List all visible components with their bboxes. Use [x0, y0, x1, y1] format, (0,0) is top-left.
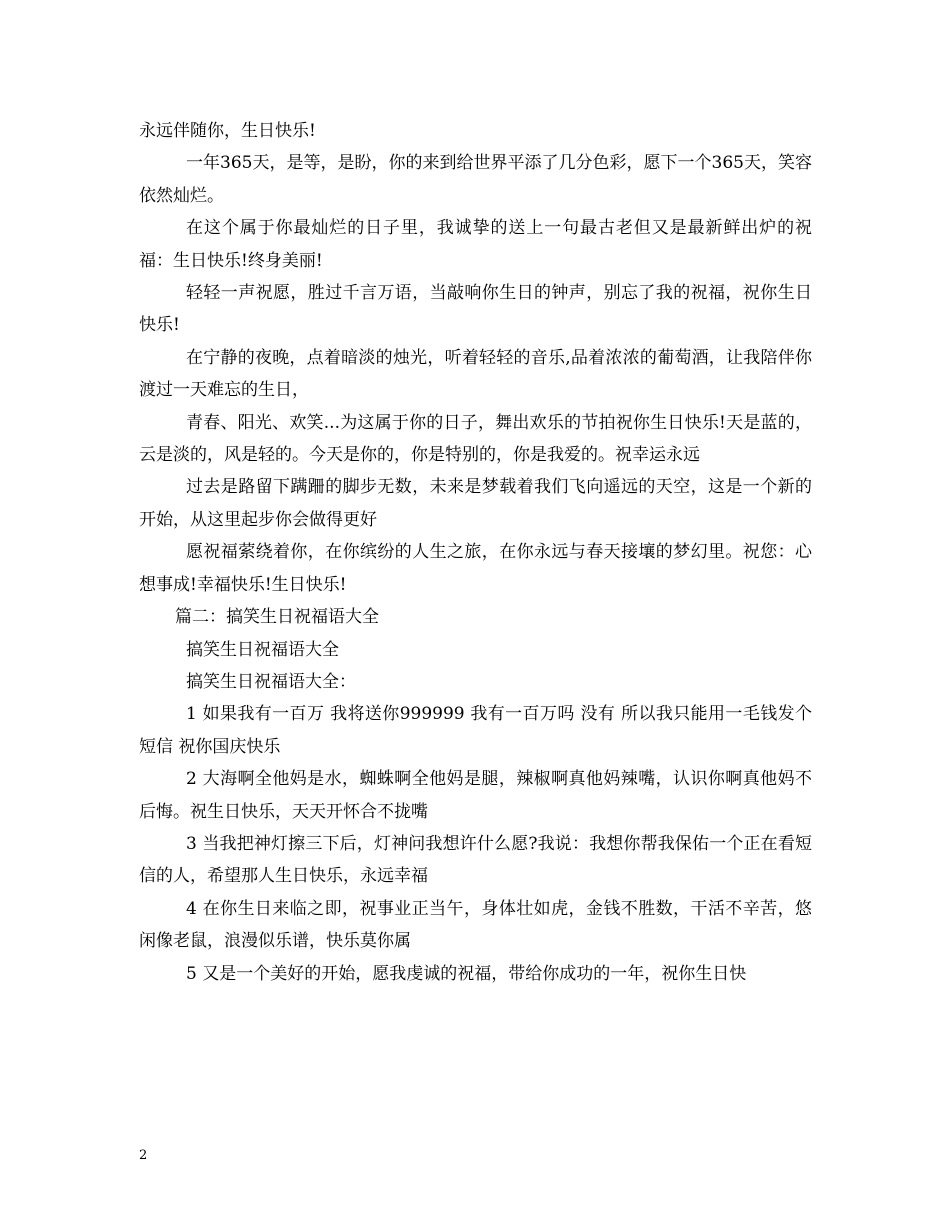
paragraph: 在宁静的夜晚，点着暗淡的烛光，听着轻轻的音乐,品着浓浓的葡萄酒，让我陪伴你渡过一天难忘的生日， [139, 347, 812, 401]
list-item: 2 大海啊全他妈是水，蜘蛛啊全他妈是腿，辣椒啊真他妈辣嘴，认识你啊真他妈不后悔。祝生日快乐，天天开怀合不拢嘴 [139, 769, 812, 822]
list-item: 3 当我把神灯擦三下后，灯神问我想许什么愿?我说：我想你帮我保佑一个正在看短信的人，希望那人生日快乐，永远幸福 [139, 833, 812, 887]
section-title: 搞笑生日祝福语大全 [186, 639, 339, 660]
list-item: 4 在你生日来临之即，祝事业正当午，身体壮如虎，金钱不胜数，干活不辛苦，悠闲像老鼠，浪漫似乐谱，快乐莫你属 [139, 898, 812, 952]
document-body [139, 115, 812, 990]
paragraph: 轻轻一声祝愿，胜过千言万语，当敲响你生日的钟声，别忘了我的祝福，祝你生日快乐! [139, 283, 812, 336]
section-intro: 搞笑生日祝福语大全： [186, 671, 356, 692]
paragraph-continuation: 永远伴随你，生日快乐! [139, 121, 316, 141]
paragraph: 青春、阳光、欢笑...为这属于你的日子，舞出欢乐的节拍祝你生日快乐!天是蓝的，云是淡的，风是轻的。今天是你的，你是特别的，你是我爱的。祝幸运永远 [139, 412, 812, 466]
paragraph: 一年365天，是等，是盼，你的来到给世界平添了几分色彩，愿下一个365天，笑容依然灿烂。 [139, 153, 812, 206]
section-heading: 篇二：搞笑生日祝福语大全 [175, 607, 379, 628]
paragraph: 愿祝福萦绕着你，在你缤纷的人生之旅，在你永远与春天接壤的梦幻里。祝您：心想事成!幸福快乐!生日快乐! [139, 542, 812, 595]
list-item: 1 如果我有一百万 我将送你999999 我有一百万吗 没有 所以我只能用一毛钱发个短信 祝你国庆快乐 [139, 704, 812, 757]
page-number: 2 [139, 1148, 148, 1163]
paragraph: 在这个属于你最灿烂的日子里，我诚挚的送上一句最古老但又是最新鲜出炉的祝福：生日快乐!终身美丽! [139, 218, 812, 271]
list-item: 5 又是一个美好的开始，愿我虔诚的祝福，带给你成功的一年，祝你生日快 [186, 963, 747, 984]
paragraph: 过去是路留下蹒跚的脚步无数，未来是梦载着我们飞向遥远的天空，这是一个新的开始，从这里起步你会做得更好 [139, 477, 812, 530]
